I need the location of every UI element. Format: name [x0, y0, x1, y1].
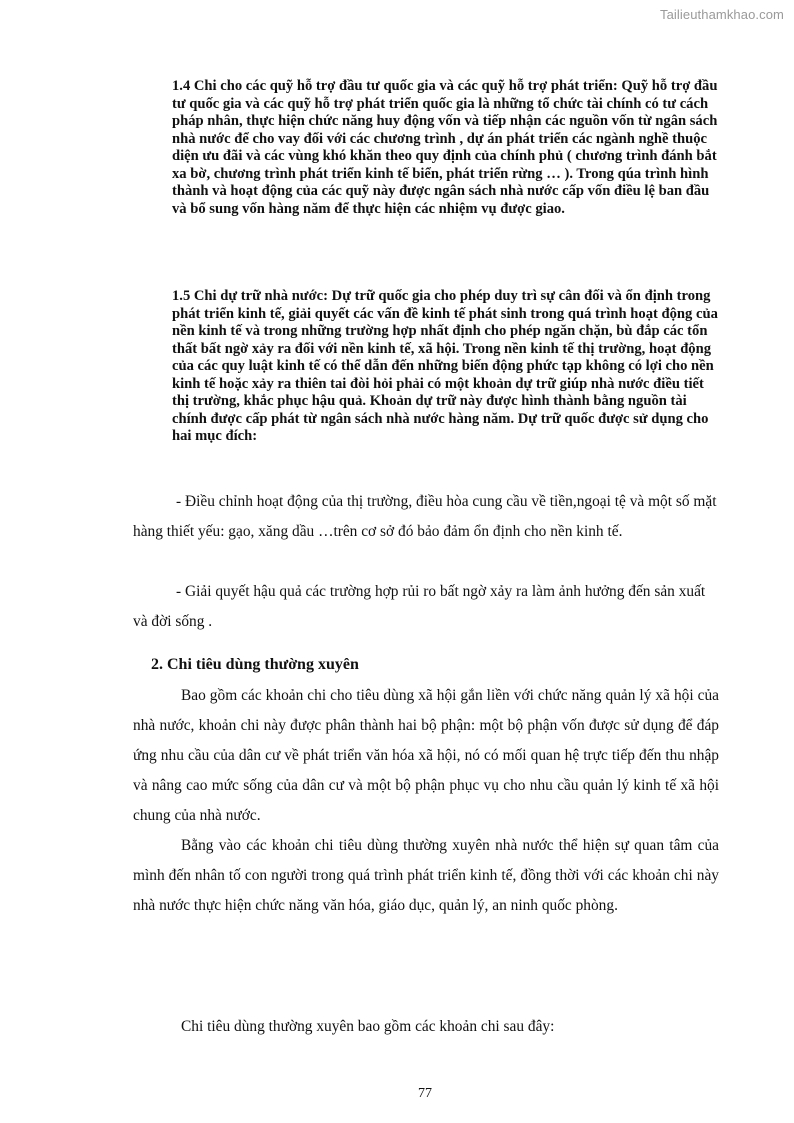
bullet-item: - Giải quyết hậu quả các trường hợp rủi ro bất ngờ xảy ra làm ảnh hưởng đến sản xuất và đời sống .: [133, 583, 706, 630]
section-1-4: [172, 78, 722, 218]
paragraph: Chi tiêu dùng thường xuyên bao gồm các khoản chi sau đây:: [181, 1018, 555, 1035]
paragraph: Bao gồm các khoản chi cho tiêu dùng xã hội gắn liền với chức năng quản lý xã hội của nhà nước, khoản chi này được phân thành hai bộ phận: một bộ phận vốn được sử dụng để đáp ứng nhu cầu của dân cư về phát triển văn hóa xã hội, nó có mối quan hệ trực tiếp đến thu nhập và nâng cao mức sống của dân cư và một bộ phận phục vụ cho nhu cầu quản lý kinh tế xã hội chung của nhà nước.: [133, 687, 719, 824]
section-1-5-heading: 1.5 Chi dự trữ nhà nước:: [172, 288, 328, 304]
paragraph: Bằng vào các khoản chi tiêu dùng thường xuyên nhà nước thể hiện sự quan tâm của mình đến nhân tố con người trong quá trình phát triển kinh tế, đồng thời với các khoản chi này nhà nước thực hiện chức năng văn hóa, giáo dục, quản lý, an ninh quốc phòng.: [133, 837, 719, 914]
section-1-5: [172, 288, 722, 446]
section-1-5-body: Dự trữ quốc gia cho phép duy trì sự cân đối và ổn định trong phát triển kinh tế, giải quyết các vấn đề kinh tế phát sinh trong quá trình hoạt động của nền kinh tế và trong những trường hợp nhất định cho phép ngăn chặn, bù đắp các tổn thất bất ngờ xảy ra đối với nền kinh tế, xã hội. Trong nền kinh tế thị trường, hoạt động của các quy luật kinh tế có thể dẫn đến những biến động phức tạp không có lợi cho nền kinh tế hoặc xảy ra thiên tai đòi hỏi phải có một khoản dự trữ giúp nhà nước điều tiết thị trường, khắc phục hậu quả. Khoản dự trữ này được hình thành bằng nguồn tài chính được cấp phát từ ngân sách nhà nước hàng năm. Dự trữ quốc được sử dụng cho hai mục đích:: [172, 288, 718, 444]
page-number: 77: [418, 1086, 432, 1101]
bullet-item: - Điều chỉnh hoạt động của thị trường, điều hòa cung cầu về tiền,ngoại tệ và một số mặt hàng thiết yếu: gạo, xăng dầu …trên cơ sở đó bảo đảm ổn định cho nền kinh tế.: [133, 493, 717, 540]
section-1-4-body: Quỹ hỗ trợ đầu tư quốc gia và các quỹ hỗ trợ phát triển quốc gia là những tổ chức tài chính có tư cách pháp nhân, thực hiện chức năng huy động vốn và tiếp nhận các nguồn vốn từ ngân sách nhà nước để cho vay đối với các chương trình , dự án phát triển các ngành nghề thuộc diện ưu đãi và các vùng khó khăn theo quy định của chính phủ ( chương trình đánh bắt xa bờ, chương trình phát triển kinh tế biển, phát triển rừng … ). Trong qúa trình hình thành và hoạt động của các quỹ này được ngân sách nhà nước cấp vốn điều lệ ban đầu và bổ sung vốn hàng năm để thực hiện các nhiệm vụ được giao.: [172, 78, 718, 217]
watermark: Tailieuthamkhao.com: [659, 7, 784, 22]
section-2-heading: 2. Chi tiêu dùng thường xuyên: [151, 656, 359, 673]
section-1-4-heading: 1.4 Chi cho các quỹ hỗ trợ đầu tư quốc gia và các quỹ hỗ trợ phát triển:: [172, 78, 618, 94]
